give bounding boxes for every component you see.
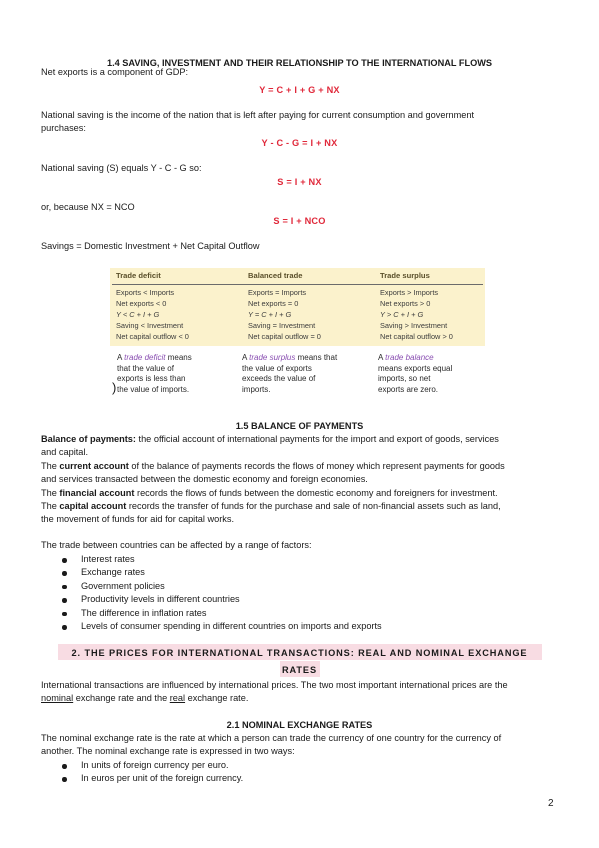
section-heading-2: 2. THE PRICES FOR INTERNATIONAL TRANSACTIONS: REAL AND NOMINAL EXCHANGE [71,648,528,658]
list-item: In euros per unit of the foreign currency. [62,772,542,785]
table-cell: Exports = Imports [248,288,307,297]
page-number: 2 [548,798,554,809]
equation: S = I + NCO [273,216,326,226]
table-cell: Saving > Investment [380,321,448,330]
section-heading-2-1: 2.1 NOMINAL EXCHANGE RATES [226,720,373,730]
trade-balance-table [110,268,485,346]
section-heading-1-4: 1.4 SAVING, INVESTMENT AND THEIR RELATIONSHIP TO THE INTERNATIONAL FLOWS [106,58,493,68]
table-column-balanced [242,268,367,346]
bullet-dot [62,571,67,576]
equation: Y - C - G = I + NX [261,138,338,148]
table-cell: Net exports < 0 [116,299,167,308]
paragraph: Net exports is a component of GDP: [41,67,189,77]
column-header: Trade deficit [116,271,161,280]
list-item: Interest rates [62,553,542,566]
section-heading-1-5: 1.5 BALANCE OF PAYMENTS [235,421,364,431]
table-caption-surplus: A trade surplus means that the value of exports exceeds the value of imports. [242,353,338,394]
bullet-dot [62,764,67,769]
list-item: Productivity levels in different countries [62,593,542,606]
table-column-surplus [374,268,499,346]
paragraph: The trade between countries can be affected by a range of factors: [41,540,312,550]
table-cell: Net capital outflow = 0 [248,332,321,341]
table-cell: Exports < Imports [116,288,175,297]
section-heading-2-cont: RATES [282,665,317,675]
list-item: Levels of consumer spending in different countries on imports and exports [62,620,542,633]
paragraph: National saving is the income of the nation that is left after paying for current consumption and government purchases: [41,110,475,134]
table-cell: Net capital outflow > 0 [380,332,453,341]
table-cell: Y < C + I + G [116,310,160,319]
column-header: Balanced trade [248,271,303,280]
paragraph: National saving (S) equals Y - C - G so: [41,163,202,173]
table-cell: Net capital outflow < 0 [116,332,189,341]
paragraph: The nominal exchange rate is the rate at which a person can trade the currency of one country for the currency of another. The nominal exchange rate is expressed in two ways: [41,733,502,757]
paragraph: International transactions are influenced by international prices. The two most important international prices are the nominal exchange rate and the real exchange rate. [41,680,508,704]
bullet-dot [62,558,67,563]
table-cell: Net exports > 0 [380,299,431,308]
bullet-dot [62,598,67,603]
table-cell: Saving = Investment [248,321,316,330]
exchange-rate-list [62,759,542,786]
bullet-dot [62,625,67,630]
bracket-mark: ) [112,380,117,395]
paragraph: or, because NX = NCO [41,202,135,212]
table-caption-deficit: A trade deficit means that the value of exports is less than the value of imports. [117,353,192,394]
bullet-dot [62,585,67,590]
paragraph-balance-of-payments: Balance of payments: the official account of international payments for the import and export of goods, services and capital. The current account of the balance of payments records the flows of money which represent payments for goods and services transacted between the domestic economy and foreign economies. The financial account records the flows of funds between the domestic economy and foreigners for investment. The capital account records the transfer of funds for the purchase and sale of non-financial assets such as land, the movement of funds for aid for capital works. [41,434,505,525]
bullet-dot [62,777,67,782]
table-cell: Y > C + I + G [380,310,424,319]
table-cell: Exports > Imports [380,288,439,297]
factors-list [62,553,542,633]
table-cell: Saving < Investment [116,321,184,330]
list-item: In units of foreign currency per euro. [62,759,542,772]
list-item: The difference in inflation rates [62,607,542,620]
list-item: Exchange rates [62,566,542,579]
paragraph: Savings = Domestic Investment + Net Capital Outflow [41,241,260,251]
equation: S = I + NX [277,177,322,187]
bullet-dot [62,612,67,617]
list-item: Government policies [62,580,542,593]
equation: Y = C + I + G + NX [259,85,340,95]
column-header: Trade surplus [380,271,430,280]
table-column-deficit [110,268,235,346]
table-caption-balance: A trade balance means exports equal imports, so net exports are zero. [378,353,453,394]
table-cell: Net exports = 0 [248,299,299,308]
table-cell: Y = C + I + G [248,310,292,319]
